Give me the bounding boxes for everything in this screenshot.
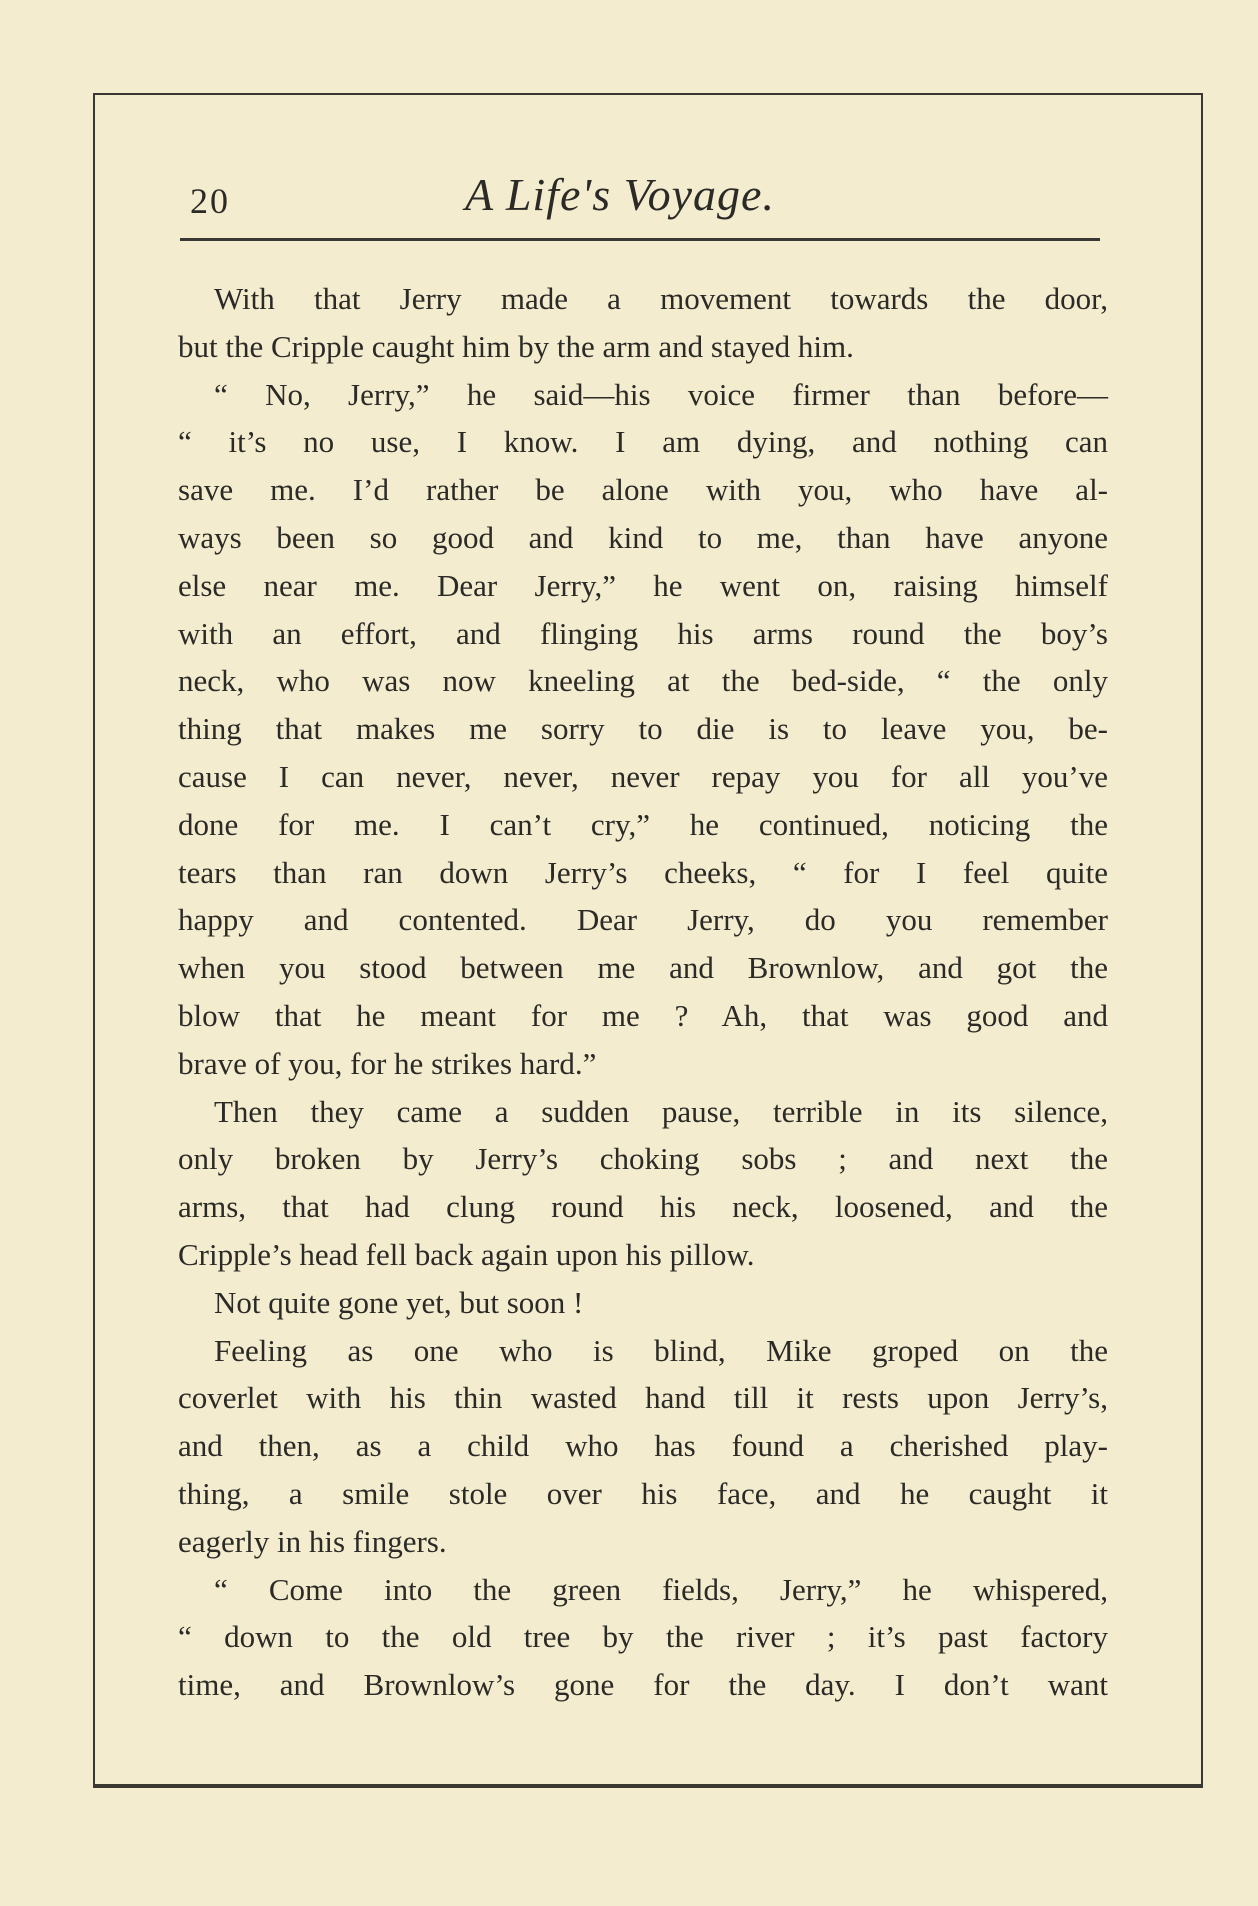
text-line: save me. I’d rather be alone with you, who have al- <box>178 472 1108 508</box>
text-line: and then, as a child who has found a cherished play- <box>178 1428 1108 1464</box>
text-line: when you stood between me and Brownlow, and got the <box>178 950 1108 986</box>
text-line: happy and contented. Dear Jerry, do you remember <box>178 902 1108 938</box>
text-line: Cripple’s head fell back again upon his pillow. <box>178 1236 755 1272</box>
body-text <box>178 275 1108 1709</box>
text-line: neck, who was now kneeling at the bed-side, “ the only <box>178 663 1108 699</box>
text-line: “ Come into the green fields, Jerry,” he whispered, <box>214 1571 1108 1607</box>
text-line: Feeling as one who is blind, Mike groped on the <box>214 1332 1108 1368</box>
page-number: 20 <box>190 181 230 221</box>
text-line: else near me. Dear Jerry,” he went on, raising himself <box>178 567 1108 603</box>
bottom-rule <box>93 1784 1203 1787</box>
page-header <box>190 168 1100 238</box>
text-line: with an effort, and flinging his arms round the boy’s <box>178 615 1108 651</box>
text-line: “ it’s no use, I know. I am dying, and nothing can <box>178 424 1108 460</box>
text-line: arms, that had clung round his neck, loosened, and the <box>178 1189 1108 1225</box>
header-rule <box>180 238 1100 241</box>
text-line: time, and Brownlow’s gone for the day. I don’t want <box>178 1667 1108 1703</box>
text-line: Not quite gone yet, but soon ! <box>214 1284 584 1320</box>
text-line: With that Jerry made a movement towards the door, <box>214 281 1108 316</box>
text-line: ways been so good and kind to me, than have anyone <box>178 519 1108 555</box>
text-line: coverlet with his thin wasted hand till it rests upon Jerry’s, <box>178 1380 1108 1416</box>
text-line: blow that he meant for me ? Ah, that was good and <box>178 997 1108 1033</box>
text-line: Then they came a sudden pause, terrible in its silence, <box>214 1093 1108 1129</box>
text-line: thing that makes me sorry to die is to leave you, be- <box>178 711 1108 747</box>
text-line: only broken by Jerry’s choking sobs ; and next the <box>178 1141 1108 1177</box>
text-line: tears than ran down Jerry’s cheeks, “ for I feel quite <box>178 854 1108 890</box>
text-line: but the Cripple caught him by the arm and stayed him. <box>178 328 854 364</box>
running-title: A Life's Voyage. <box>465 169 775 220</box>
text-line: thing, a smile stole over his face, and he caught it <box>178 1475 1108 1511</box>
text-line: brave of you, for he strikes hard.” <box>178 1045 597 1081</box>
text-line: “ No, Jerry,” he said—his voice firmer than before— <box>214 376 1108 412</box>
text-line: done for me. I can’t cry,” he continued, noticing the <box>178 806 1108 842</box>
text-line: “ down to the old tree by the river ; it’s past factory <box>178 1619 1108 1655</box>
text-line: cause I can never, never, never repay you for all you’ve <box>178 758 1108 794</box>
text-line: eagerly in his fingers. <box>178 1523 447 1559</box>
